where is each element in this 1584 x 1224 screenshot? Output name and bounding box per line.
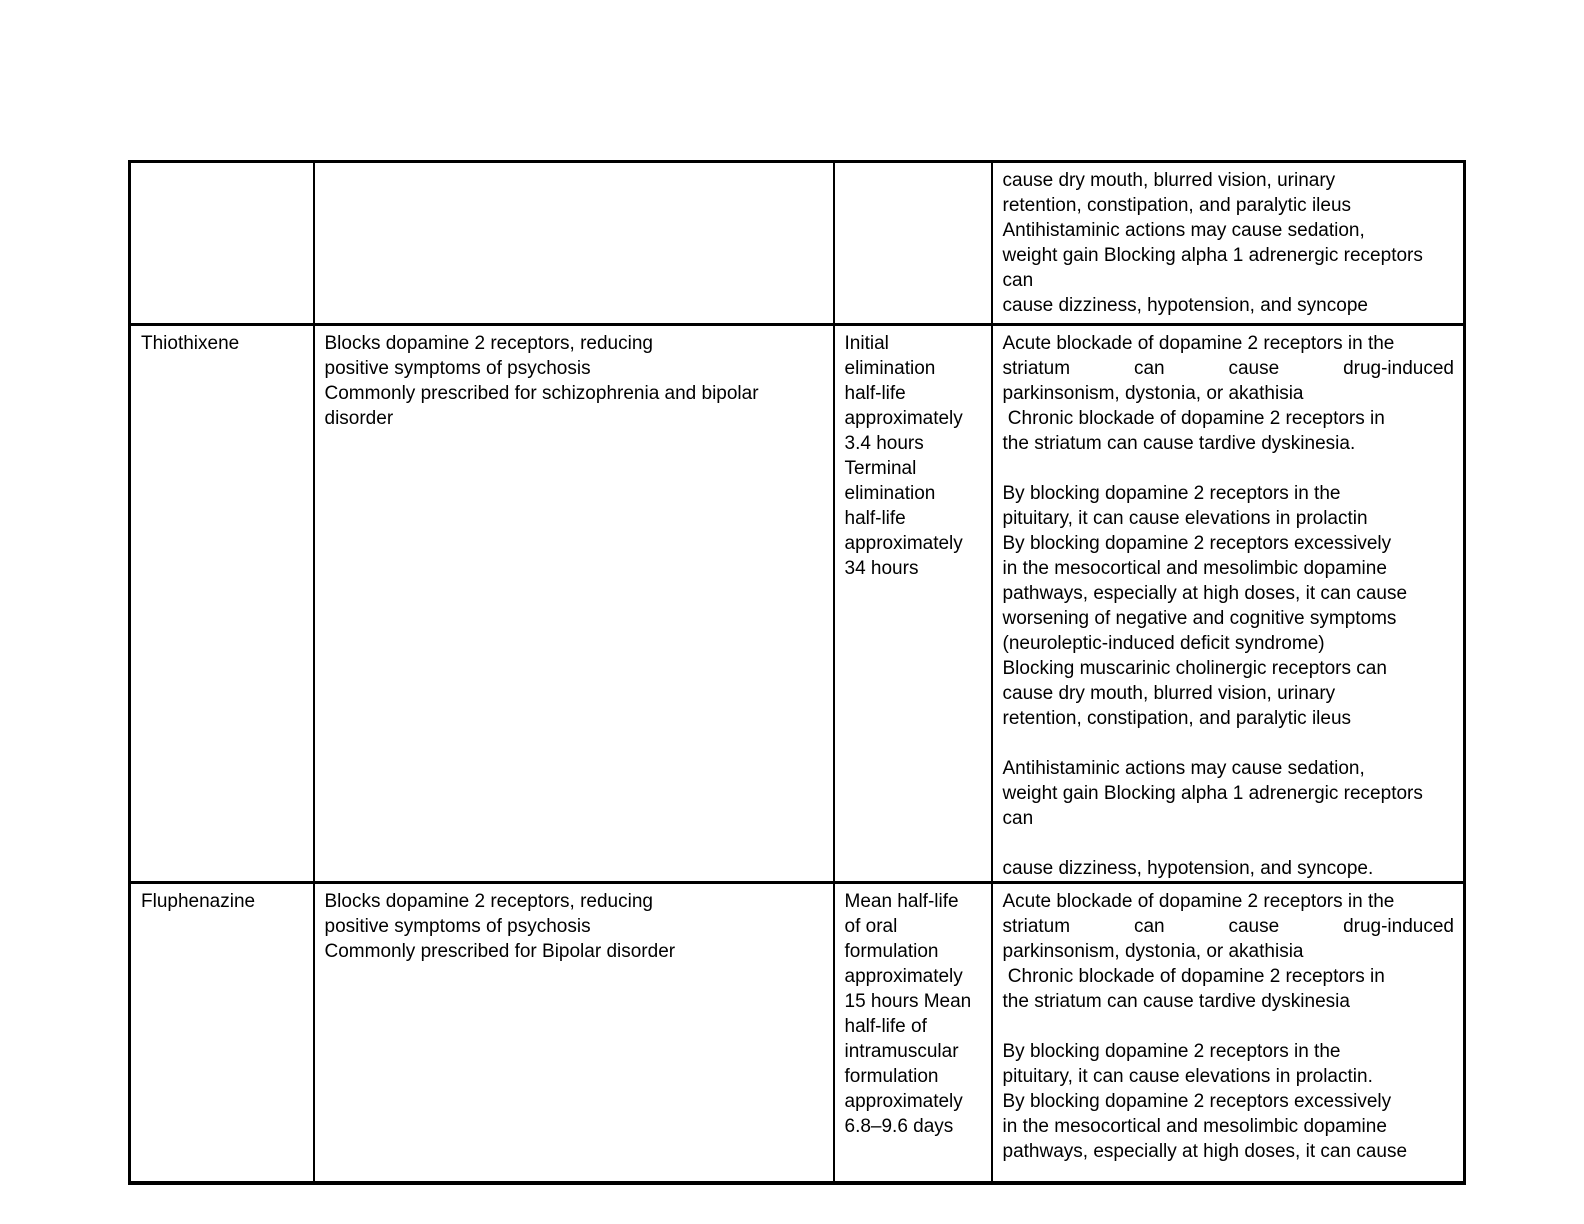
text-line: approximately [844, 1091, 963, 1112]
text-line: the striatum can cause tardive dyskinesia [1002, 991, 1350, 1012]
text-line: Chronic blockade of dopamine 2 receptors in [1002, 966, 1385, 987]
text-line: pituitary, it can cause elevations in prolactin. [1002, 1066, 1373, 1087]
text-line: 6.8–9.6 days [844, 1116, 954, 1137]
text-line: approximately [844, 408, 963, 429]
text-line: retention, constipation, and paralytic ileus [1002, 708, 1352, 729]
text-line: parkinsonism, dystonia, or akathisia [1002, 383, 1304, 404]
text-line: Mean half-life [844, 891, 959, 912]
text-line: cause dizziness, hypotension, and syncope [1002, 295, 1368, 316]
text-line: Blocking muscarinic cholinergic receptors can [1002, 658, 1387, 679]
text-line: Commonly prescribed for schizophrenia and bipolar [324, 383, 759, 404]
text-line: elimination [844, 358, 936, 379]
text-line: pathways, especially at high doses, it can cause [1002, 1141, 1408, 1162]
cell-half-life [834, 162, 992, 325]
text-line: pathways, especially at high doses, it can cause [1002, 583, 1408, 604]
table-row-continuation [130, 162, 1465, 325]
text-line: Antihistaminic actions may cause sedation, [1002, 758, 1365, 779]
cell-half-life [834, 325, 992, 883]
text-line: formulation [844, 941, 939, 962]
cell-side-effects [992, 325, 1465, 883]
text-line: By blocking dopamine 2 receptors in the [1002, 1041, 1341, 1062]
drug-name-label: Thiothixene [141, 333, 240, 354]
text-line: cause dry mouth, blurred vision, urinary [1002, 683, 1336, 704]
text-line: By blocking dopamine 2 receptors in the [1002, 483, 1341, 504]
text-line [1003, 1014, 1455, 1039]
text-line: of oral [844, 916, 898, 937]
text-line: Chronic blockade of dopamine 2 receptors in [1002, 408, 1385, 429]
text-line: positive symptoms of psychosis [324, 358, 591, 379]
cell-side-effects [992, 162, 1465, 325]
text-line: Blocks dopamine 2 receptors, reducing [324, 333, 653, 354]
text-line: By blocking dopamine 2 receptors excessively [1002, 533, 1392, 554]
half-life-text [845, 331, 982, 581]
text-line: Acute blockade of dopamine 2 receptors in the [1002, 333, 1395, 354]
cell-mechanism [314, 325, 834, 883]
text-line: approximately [844, 966, 963, 987]
text-line: approximately [844, 533, 963, 554]
text-line: Terminal [844, 458, 917, 479]
text-line: disorder [324, 408, 394, 429]
cell-side-effects [992, 883, 1465, 1183]
text-line: Initial [844, 333, 889, 354]
text-line: can [1002, 808, 1034, 829]
text-line: weight gain Blocking alpha 1 adrenergic receptors [1002, 245, 1423, 266]
text-line: Blocks dopamine 2 receptors, reducing [324, 891, 653, 912]
text-line: positive symptoms of psychosis [324, 916, 591, 937]
text-line: elimination [844, 483, 936, 504]
text-line: 3.4 hours [844, 433, 924, 454]
text-line [1003, 831, 1455, 856]
side-effects-text [1003, 168, 1455, 318]
half-life-text [845, 889, 982, 1139]
table-row-thiothixene [130, 325, 1465, 883]
text-line [1003, 731, 1455, 756]
text-line: worsening of negative and cognitive symptoms [1002, 608, 1397, 629]
text-line: 34 hours [844, 558, 919, 579]
drug-table [128, 160, 1466, 1185]
cell-drug-name [130, 162, 314, 325]
text-line: parkinsonism, dystonia, or akathisia [1002, 941, 1304, 962]
text-line: half-life [844, 383, 906, 404]
text-line: in the mesocortical and mesolimbic dopamine [1002, 558, 1387, 579]
text-line: striatum can cause drug-induced [1002, 358, 1454, 379]
drug-name-label: Fluphenazine [141, 891, 256, 912]
text-line: cause dizziness, hypotension, and syncope. [1002, 858, 1374, 879]
text-line: half-life of [844, 1016, 927, 1037]
mechanism-text [325, 889, 824, 964]
text-line: striatum can cause drug-induced [1002, 916, 1454, 937]
text-line: can [1002, 270, 1034, 291]
text-line: formulation [844, 1066, 939, 1087]
cell-mechanism [314, 883, 834, 1183]
cell-half-life [834, 883, 992, 1183]
text-line: cause dry mouth, blurred vision, urinary [1002, 170, 1336, 191]
text-line: (neuroleptic-induced deficit syndrome) [1002, 633, 1325, 654]
text-line: pituitary, it can cause elevations in prolactin [1002, 508, 1368, 529]
table-row-fluphenazine [130, 883, 1465, 1183]
text-line: Antihistaminic actions may cause sedation, [1002, 220, 1365, 241]
text-line: weight gain Blocking alpha 1 adrenergic receptors [1002, 783, 1423, 804]
text-line: 15 hours Mean [844, 991, 972, 1012]
text-line: By blocking dopamine 2 receptors excessively [1002, 1091, 1392, 1112]
side-effects-text [1003, 331, 1455, 881]
cell-mechanism [314, 162, 834, 325]
text-line: intramuscular [844, 1041, 959, 1062]
text-line: Commonly prescribed for Bipolar disorder [324, 941, 676, 962]
cell-drug-name [130, 883, 314, 1183]
text-line: retention, constipation, and paralytic ileus [1002, 195, 1352, 216]
cell-drug-name [130, 325, 314, 883]
text-line: the striatum can cause tardive dyskinesia. [1002, 433, 1356, 454]
text-line: in the mesocortical and mesolimbic dopamine [1002, 1116, 1387, 1137]
side-effects-text [1003, 889, 1455, 1164]
text-line: half-life [844, 508, 906, 529]
text-line: Acute blockade of dopamine 2 receptors in the [1002, 891, 1395, 912]
mechanism-text [325, 331, 824, 431]
text-line [1003, 456, 1455, 481]
